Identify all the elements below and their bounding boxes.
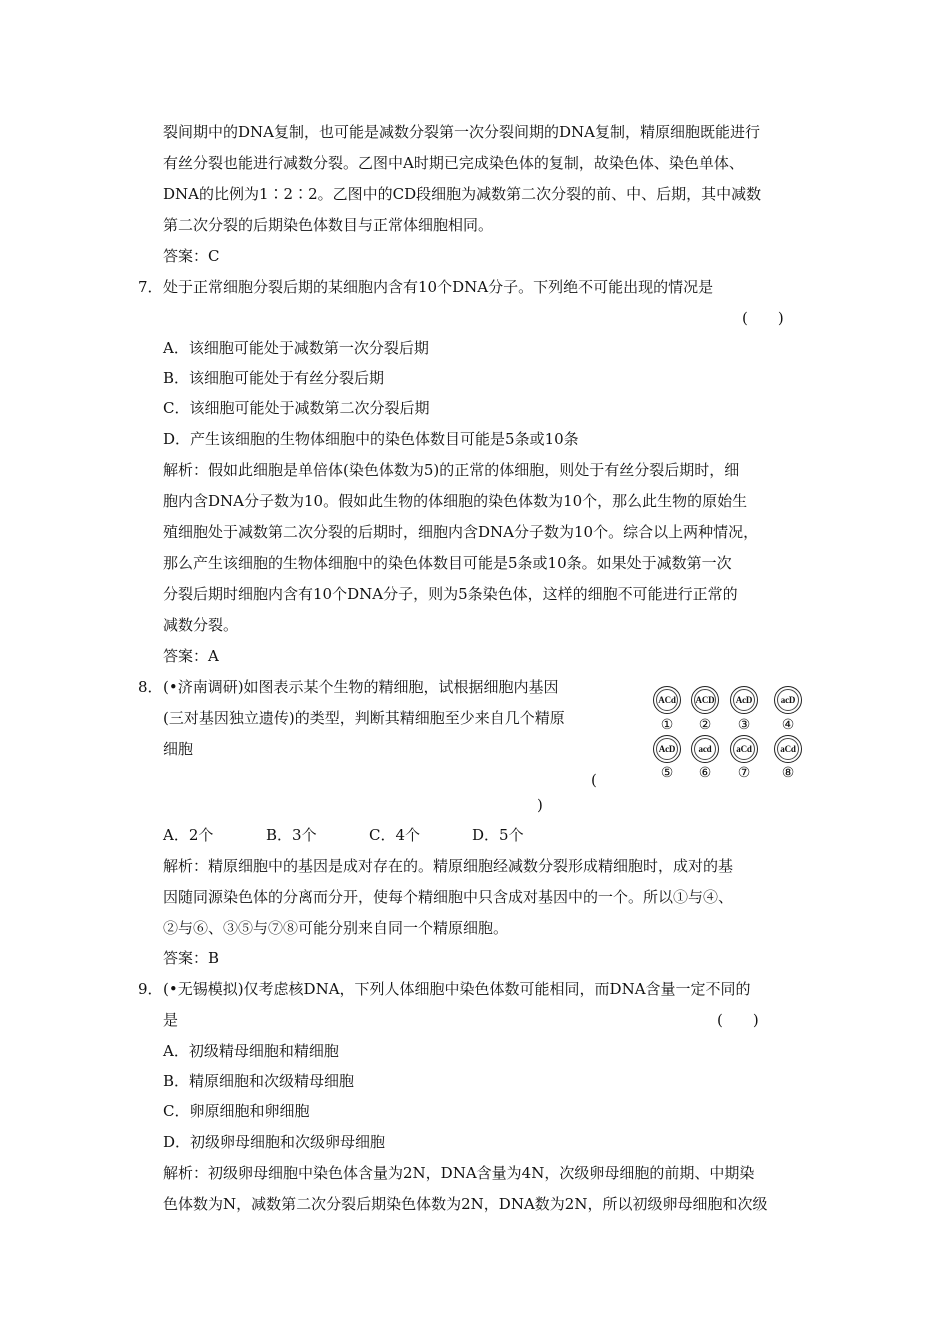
q9-option-a: A．初级精母细胞和精细胞 bbox=[163, 1042, 339, 1060]
q9-analysis-line-1: 解析：初级卵母细胞中染色体含量为2N，DNA含量为4N，次级卵母细胞的前期、中期染 bbox=[163, 1164, 755, 1182]
q8-stem-line-1: (•济南调研)如图表示某个生物的精细胞，试根据细胞内基因 bbox=[163, 678, 559, 696]
sperm-cell-8-label: ⑧ bbox=[781, 765, 795, 781]
q7-option-d: D．产生该细胞的生物体细胞中的染色体数目可能是5条或10条 bbox=[163, 430, 579, 448]
q9-option-c: C．卵原细胞和卵细胞 bbox=[163, 1102, 310, 1120]
sperm-cell-4-genes: acD bbox=[777, 689, 799, 711]
q6-analysis-line-4: 第二次分裂的后期染色体数目与正常体细胞相同。 bbox=[163, 216, 494, 234]
sperm-cell-4 bbox=[774, 686, 802, 714]
sperm-cell-2-genes: ACD bbox=[694, 689, 716, 711]
sperm-cell-7-label: ⑦ bbox=[737, 765, 751, 781]
q9-analysis-line-2: 色体数为N，减数第二次分裂后期染色体数为2N，DNA数为2N，所以初级卵母细胞和次级 bbox=[163, 1195, 768, 1213]
q6-answer: 答案：C bbox=[163, 247, 220, 265]
q8-choices bbox=[163, 825, 575, 845]
q7-analysis-line-6: 减数分裂。 bbox=[163, 616, 239, 634]
sperm-cell-3 bbox=[730, 686, 758, 714]
q7-analysis-line-3: 殖细胞处于减数第二次分裂的后期时，细胞内含DNA分子数为10个。综合以上两种情况， bbox=[163, 523, 759, 541]
sperm-cell-1 bbox=[653, 686, 681, 714]
q8-stem-line-2: (三对基因独立遗传)的类型，判断其精细胞至少来自几个精原 bbox=[163, 709, 565, 727]
sperm-cell-6-label: ⑥ bbox=[698, 765, 712, 781]
sperm-cell-2-label: ② bbox=[698, 717, 712, 733]
q8-stem-line-3: 细胞 bbox=[163, 740, 194, 758]
sperm-cell-5-label: ⑤ bbox=[660, 765, 674, 781]
sperm-cell-4-label: ④ bbox=[781, 717, 795, 733]
sperm-cell-7-genes: aCd bbox=[733, 738, 755, 760]
q7-analysis-line-2: 胞内含DNA分子数为10。假如此生物的体细胞的染色体数为10个，那么此生物的原始生 bbox=[163, 492, 748, 510]
q7-answer: 答案：A bbox=[163, 647, 219, 665]
sperm-cell-5 bbox=[653, 735, 681, 763]
q9-stem-line-2: 是 bbox=[163, 1011, 179, 1029]
sperm-cell-1-genes: ACd bbox=[656, 689, 678, 711]
sperm-cell-3-genes: AcD bbox=[733, 689, 755, 711]
q7-analysis-line-1: 解析：假如此细胞是单倍体(染色体数为5)的正常的体细胞，则处于有丝分裂后期时，细 bbox=[163, 461, 740, 479]
q8-choice-b: B．3个 bbox=[266, 826, 317, 844]
q8-number: 8． bbox=[138, 678, 163, 696]
q7-analysis-line-5: 分裂后期时细胞内含有10个DNA分子，则为5条染色体，这样的细胞不可能进行正常的 bbox=[163, 585, 738, 603]
q7-option-a: A．该细胞可能处于减数第一次分裂后期 bbox=[163, 339, 429, 357]
q7-stem: 处于正常细胞分裂后期的某细胞内含有10个DNA分子。下列绝不可能出现的情况是 bbox=[163, 278, 714, 296]
q8-analysis-line-3: ②与⑥、③⑤与⑦⑧可能分别来自同一个精原细胞。 bbox=[163, 919, 509, 937]
sperm-cell-1-label: ① bbox=[660, 717, 674, 733]
sperm-cell-3-label: ③ bbox=[737, 717, 751, 733]
q8-answer: 答案：B bbox=[163, 949, 220, 967]
q9-option-d: D．初级卵母细胞和次级卵母细胞 bbox=[163, 1133, 386, 1151]
sperm-cell-8-genes: aCd bbox=[777, 738, 799, 760]
q7-option-c: C．该细胞可能处于减数第二次分裂后期 bbox=[163, 399, 430, 417]
q7-answer-blank: ( ) bbox=[742, 309, 784, 327]
q8-analysis-line-1: 解析：精原细胞中的基因是成对存在的。精原细胞经减数分裂形成精细胞时，成对的基 bbox=[163, 857, 734, 875]
sperm-cell-8 bbox=[774, 735, 802, 763]
q6-analysis-line-2: 有丝分裂也能进行减数分裂。乙图中A时期已完成染色体的复制，故染色体、染色单体、 bbox=[163, 154, 744, 172]
q6-analysis-line-1: 裂间期中的DNA复制，也可能是减数分裂第一次分裂间期的DNA复制，精原细胞既能进行 bbox=[163, 123, 760, 141]
q9-stem-line-1: (•无锡模拟)仅考虑核DNA，下列人体细胞中染色体数可能相同，而DNA含量一定不同的 bbox=[163, 980, 751, 998]
sperm-cell-diagram bbox=[648, 684, 818, 784]
sperm-cell-2 bbox=[691, 686, 719, 714]
q8-choice-d: D．5个 bbox=[472, 826, 524, 844]
q8-analysis-line-2: 因随同源染色体的分离而分开，使每个精细胞中只含成对基因中的一个。所以①与④、 bbox=[163, 888, 734, 906]
q7-number: 7． bbox=[138, 278, 163, 296]
q8-paren-open: ( bbox=[591, 771, 597, 789]
q8-paren-close: ) bbox=[537, 796, 543, 814]
q7-option-b: B．该细胞可能处于有丝分裂后期 bbox=[163, 369, 385, 387]
q8-choice-c: C．4个 bbox=[369, 826, 421, 844]
q9-answer-blank: ( ) bbox=[717, 1011, 759, 1029]
sperm-cell-6-genes: acd bbox=[694, 738, 716, 760]
sperm-cell-5-genes: AcD bbox=[656, 738, 678, 760]
sperm-cell-7 bbox=[730, 735, 758, 763]
q8-choice-a: A．2个 bbox=[163, 826, 214, 844]
q9-option-b: B．精原细胞和次级精母细胞 bbox=[163, 1072, 355, 1090]
q9-number: 9． bbox=[138, 980, 163, 998]
q6-analysis-line-3: DNA的比例为1∶2∶2。乙图中的CD段细胞为减数第二次分裂的前、中、后期，其中减数 bbox=[163, 185, 762, 203]
sperm-cell-6 bbox=[691, 735, 719, 763]
q7-analysis-line-4: 那么产生该细胞的生物体细胞中的染色体数目可能是5条或10条。如果处于减数第一次 bbox=[163, 554, 732, 572]
